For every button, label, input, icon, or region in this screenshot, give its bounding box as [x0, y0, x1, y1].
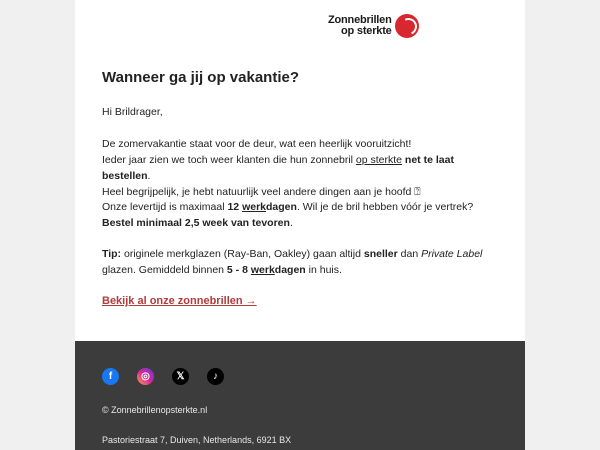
tiktok-icon[interactable]: ♪ — [207, 368, 224, 385]
address-text: Pastoriestraat 7, Duiven, Netherlands, 6921 BX — [102, 435, 292, 445]
facebook-icon[interactable]: f — [102, 368, 119, 385]
werkdagen-link[interactable]: werk — [242, 201, 267, 213]
x-twitter-icon[interactable]: 𝕏 — [172, 368, 189, 385]
email-footer — [75, 341, 525, 450]
emoji-placeholder-icon: ⍰ — [414, 186, 421, 198]
werkdagen-link-2[interactable]: werk — [250, 264, 275, 276]
social-links — [102, 368, 242, 385]
paragraph-intro: De zomervakantie staat voor de deur, wat een heerlijk vooruitzicht! Ieder jaar zien we toch weer klanten die hun zonnebril op sterkte net te laat bestellen. Heel begrijpelijk, je hebt natuurlijk veel andere dingen aan je hoofd ⍰ — [102, 138, 454, 198]
logo-text: Zonnebrillen op sterkte — [328, 14, 392, 37]
view-all-sunglasses-link[interactable]: Bekijk al onze zonnebrillen → — [102, 295, 257, 307]
logo-mark-icon — [395, 14, 419, 38]
greeting: Hi Brildrager, — [102, 106, 163, 118]
email-body — [75, 0, 525, 341]
email-container — [75, 0, 525, 450]
paragraph-delivery: Onze levertijd is maximaal 12 werkdagen. Wil je de bril hebben vóór je vertrek? Bestel minimaal 2,5 week van tevoren. — [102, 201, 474, 229]
brand-logo[interactable] — [328, 14, 419, 38]
paragraph-tip: Tip: originele merkglazen (Ray-Ban, Oakley) gaan altijd sneller dan Private Label glazen. Gemiddeld binnen 5 - 8 werkdagen in huis. — [102, 248, 483, 276]
op-sterkte-link[interactable]: op sterkte — [355, 154, 403, 166]
email-heading: Wanneer ga jij op vakantie? — [102, 69, 299, 86]
copyright-text: © Zonnebrillenopsterkte.nl — [102, 405, 208, 415]
instagram-icon[interactable]: ◎ — [137, 368, 154, 385]
